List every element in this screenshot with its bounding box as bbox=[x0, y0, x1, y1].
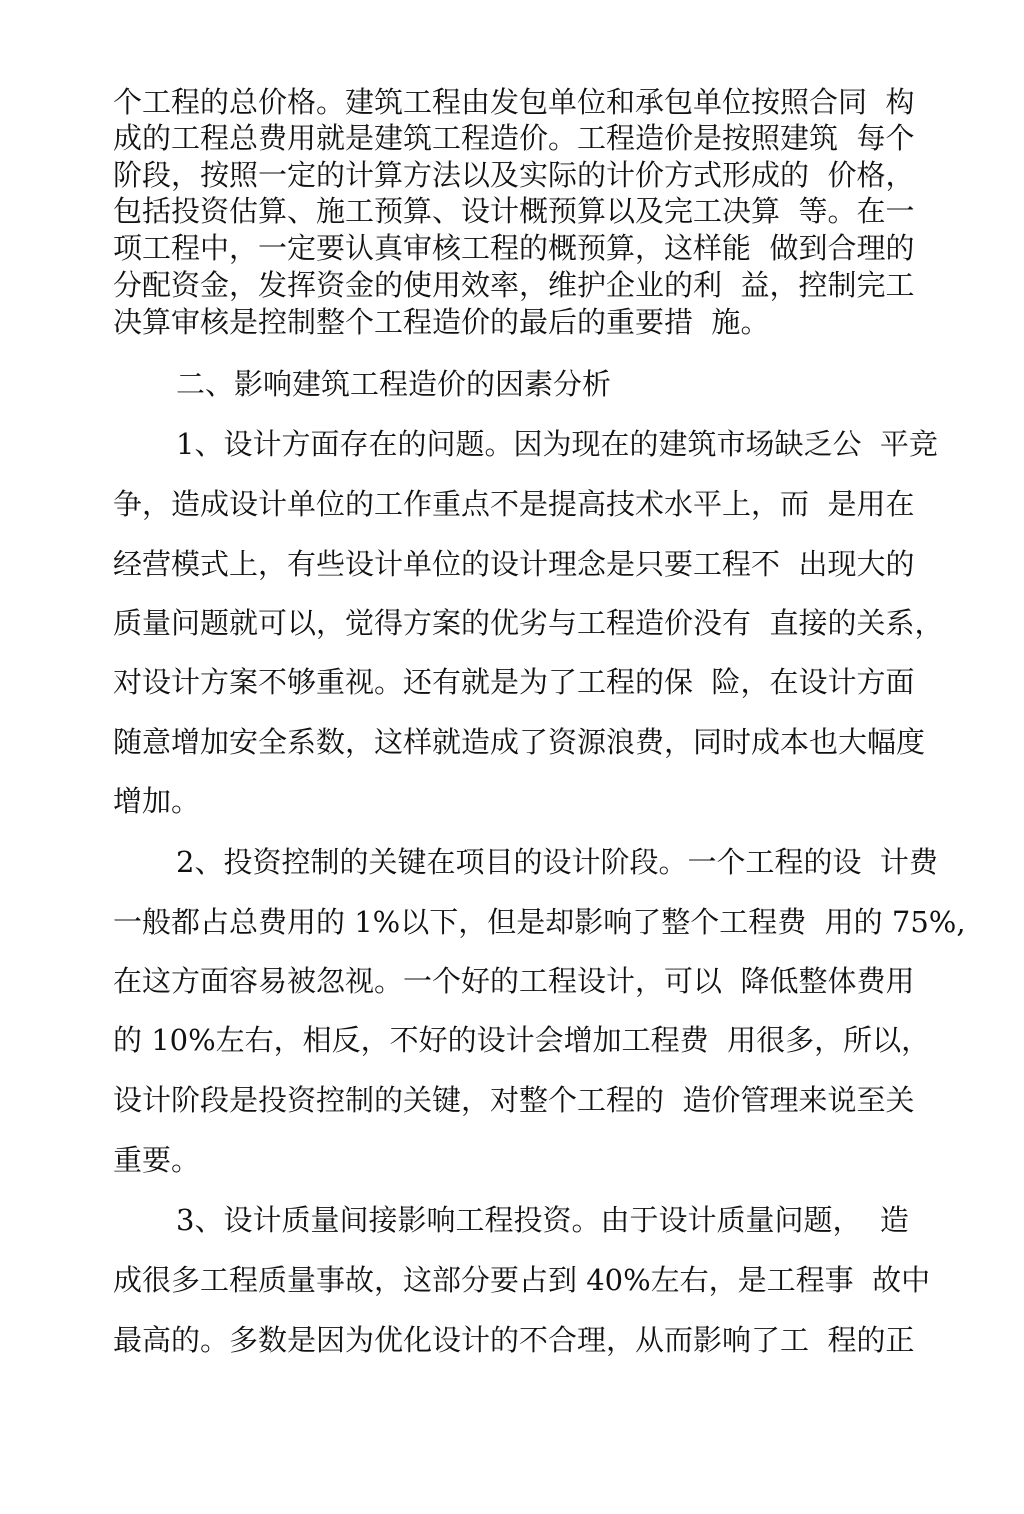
text-line: 质量问题就可以，觉得方案的优劣与工程造价没有 直接的关系， bbox=[113, 606, 944, 640]
text-line: 增加。 bbox=[113, 784, 201, 818]
text-line: 最高的。多数是因为优化设计的不合理，从而影响了工 程的正 bbox=[113, 1323, 915, 1357]
text-line: 在这方面容易被忽视。一个好的工程设计，可以 降低整体费用 bbox=[113, 964, 915, 998]
text-line: 成很多工程质量事故，这部分要占到 40%左右，是工程事 故中 bbox=[113, 1263, 931, 1297]
text-line: 决算审核是控制整个工程造价的最后的重要措 施。 bbox=[113, 305, 770, 339]
text-line: 2、投资控制的关键在项目的设计阶段。一个工程的设 计费 bbox=[176, 845, 938, 879]
text-line: 分配资金，发挥资金的使用效率，维护企业的利 益，控制完工 bbox=[113, 268, 915, 302]
text-line: 设计阶段是投资控制的关键，对整个工程的 造价管理来说至关 bbox=[113, 1083, 915, 1117]
text-line: 随意增加安全系数，这样就造成了资源浪费，同时成本也大幅度 bbox=[113, 725, 926, 759]
text-line: 成的工程总费用就是建筑工程造价。工程造价是按照建筑 每个 bbox=[113, 121, 915, 155]
section-heading: 二、影响建筑工程造价的因素分析 bbox=[176, 367, 612, 401]
text-line: 对设计方案不够重视。还有就是为了工程的保 险，在设计方面 bbox=[113, 665, 915, 699]
text-line: 1、设计方面存在的问题。因为现在的建筑市场缺乏公 平竞 bbox=[176, 427, 938, 461]
text-line: 一般都占总费用的 1%以下，但是却影响了整个工程费 用的 75%, bbox=[113, 905, 966, 939]
text-line: 包括投资估算、施工预算、设计概预算以及完工决算 等。在一 bbox=[113, 194, 915, 228]
text-line: 重要。 bbox=[113, 1143, 201, 1177]
text-line: 的 10%左右，相反，不好的设计会增加工程费 用很多，所以， bbox=[113, 1023, 931, 1057]
text-line: 项工程中，一定要认真审核工程的概预算，这样能 做到合理的 bbox=[113, 231, 915, 265]
text-line: 3、设计质量间接影响工程投资。由于设计质量问题， 造 bbox=[176, 1203, 909, 1237]
text-line: 阶段，按照一定的计算方法以及实际的计价方式形成的 价格， bbox=[113, 158, 915, 192]
text-line: 经营模式上，有些设计单位的设计理念是只要工程不 出现大的 bbox=[113, 547, 915, 581]
text-line: 争，造成设计单位的工作重点不是提高技术水平上，而 是用在 bbox=[113, 487, 915, 521]
text-line: 个工程的总价格。建筑工程由发包单位和承包单位按照合同 构 bbox=[113, 85, 915, 119]
